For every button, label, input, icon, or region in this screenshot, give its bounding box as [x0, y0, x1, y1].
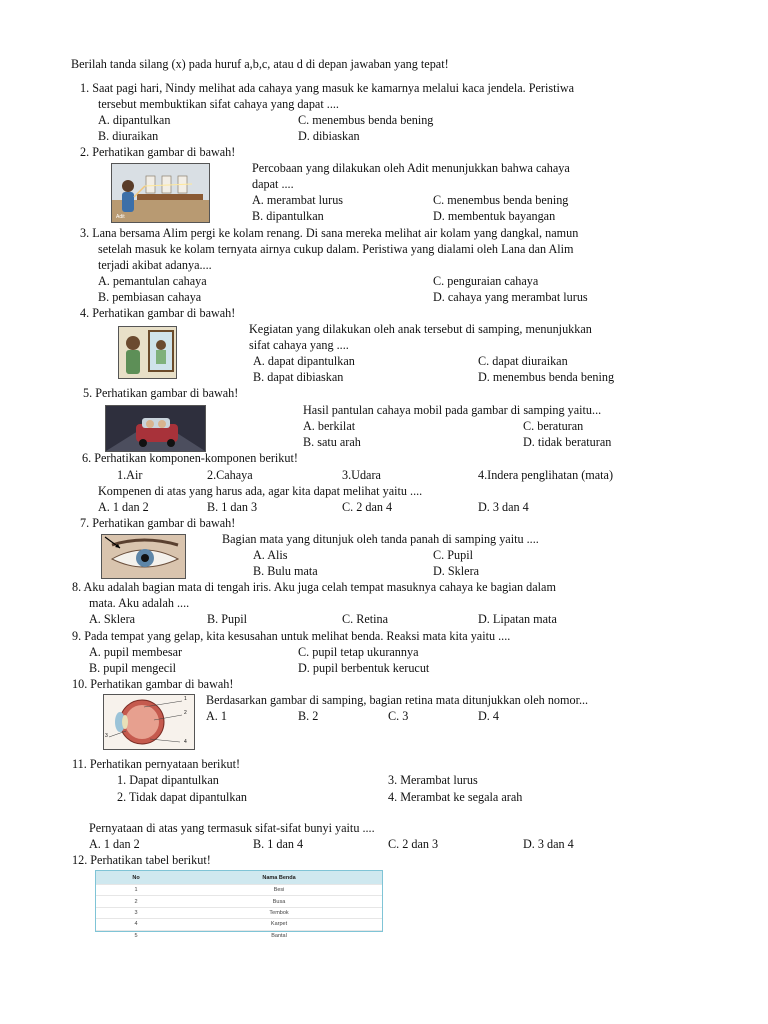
- table-header-nama-benda: Nama Benda: [176, 871, 382, 885]
- q6-option-d[interactable]: D. 3 dan 4: [478, 500, 529, 514]
- q9-text-line1: 9. Pada tempat yang gelap, kita kesusahan untuk melihat benda. Reaksi mata kita yaitu ....: [72, 629, 511, 643]
- q10-option-c[interactable]: C. 3: [388, 709, 409, 723]
- q11-statement-4: 4. Merambat ke segala arah: [388, 790, 523, 804]
- q10-figure-number-2: 2: [184, 710, 187, 716]
- q2-figure-label: Adit: [116, 214, 125, 220]
- q3-text-line1: 3. Lana bersama Alim pergi ke kolam renang. Di sana mereka melihat air kolam yang dangkal, namun: [80, 226, 579, 240]
- q7-text-line1: Bagian mata yang ditunjuk oleh tanda panah di samping yaitu ....: [222, 532, 539, 546]
- q5-option-a[interactable]: A. berkilat: [303, 419, 356, 433]
- q6-item-3: 3.Udara: [342, 468, 381, 482]
- q6-item-4: 4.Indera penglihatan (mata): [478, 468, 614, 482]
- q3-text-line3: terjadi akibat adanya....: [98, 258, 212, 272]
- q4-option-d[interactable]: D. menembus benda bening: [478, 370, 615, 384]
- q10-option-a[interactable]: A. 1: [206, 709, 227, 723]
- q8-option-d[interactable]: D. Lipatan mata: [478, 612, 557, 626]
- table-cell-name: Busa: [176, 896, 382, 907]
- q4-text-line2: sifat cahaya yang ....: [249, 338, 349, 352]
- q7-option-b[interactable]: B. Bulu mata: [253, 564, 318, 578]
- q1-text-line2: tersebut membuktikan sifat cahaya yang dapat ....: [98, 97, 339, 111]
- table-cell-no: 4: [96, 919, 176, 930]
- table-row: [96, 930, 382, 941]
- q1-option-d[interactable]: D. dibiaskan: [298, 129, 360, 143]
- q3-option-a[interactable]: A. pemantulan cahaya: [98, 274, 207, 288]
- q11-statement-1: 1. Dapat dipantulkan: [117, 773, 219, 787]
- q7-option-d[interactable]: D. Sklera: [433, 564, 480, 578]
- q2-option-d[interactable]: D. membentuk bayangan: [433, 209, 556, 223]
- q11-option-b[interactable]: B. 1 dan 4: [253, 837, 304, 851]
- q11-option-d[interactable]: D. 3 dan 4: [523, 837, 574, 851]
- q8-text-line2: mata. Aku adalah ....: [89, 596, 190, 610]
- q11-text-line2: Pernyataan di atas yang termasuk sifat-sifat bunyi yaitu ....: [89, 821, 375, 835]
- table-cell-name: Bantal: [176, 930, 382, 941]
- instruction: Berilah tanda silang (x) pada huruf a,b,c, atau d di depan jawaban yang tepat!: [71, 57, 449, 71]
- q12-table: [95, 870, 383, 939]
- table-cell-name: Tembok: [176, 907, 382, 918]
- table-cell-no: 5: [96, 930, 176, 941]
- q2-option-a[interactable]: A. merambat lurus: [252, 193, 344, 207]
- q10-option-b[interactable]: B. 2: [298, 709, 319, 723]
- q6-heading: 6. Perhatikan komponen-komponen berikut!: [82, 451, 298, 465]
- q10-option-d[interactable]: D. 4: [478, 709, 499, 723]
- q10-figure-number-4: 4: [184, 739, 187, 745]
- q6-item-1: 1.Air: [117, 468, 143, 482]
- q3-option-d[interactable]: D. cahaya yang merambat lurus: [433, 290, 588, 304]
- q1-option-c[interactable]: C. menembus benda bening: [298, 113, 434, 127]
- q9-option-a[interactable]: A. pupil membesar: [89, 645, 183, 659]
- table-row: [96, 919, 382, 930]
- q4-heading: 4. Perhatikan gambar di bawah!: [80, 306, 236, 320]
- q4-option-a[interactable]: A. dapat dipantulkan: [253, 354, 355, 368]
- q8-text-line1: 8. Aku adalah bagian mata di tengah iris. Aku juga celah tempat masuknya cahaya ke bagian dalam: [72, 580, 556, 594]
- table-cell-no: 2: [96, 896, 176, 907]
- q7-heading: 7. Perhatikan gambar di bawah!: [80, 516, 236, 530]
- q2-figure-light-experiment: [111, 163, 210, 223]
- q4-option-c[interactable]: C. dapat diuraikan: [478, 354, 568, 368]
- q10-figure-number-1: 1: [184, 696, 187, 702]
- table-cell-name: Karpet: [176, 919, 382, 930]
- q8-option-b[interactable]: B. Pupil: [207, 612, 247, 626]
- q7-option-c[interactable]: C. Pupil: [433, 548, 473, 562]
- q4-figure-mirror: [118, 326, 177, 379]
- q1-option-a[interactable]: A. dipantulkan: [98, 113, 171, 127]
- q4-text-line1: Kegiatan yang dilakukan oleh anak tersebut di samping, menunjukkan: [249, 322, 592, 336]
- q6-option-b[interactable]: B. 1 dan 3: [207, 500, 258, 514]
- q11-heading: 11. Perhatikan pernyataan berikut!: [72, 757, 241, 771]
- q5-heading: 5. Perhatikan gambar di bawah!: [83, 386, 239, 400]
- q5-option-d[interactable]: D. tidak beraturan: [523, 435, 612, 449]
- q6-option-a[interactable]: A. 1 dan 2: [98, 500, 149, 514]
- table-cell-no: 3: [96, 907, 176, 918]
- table-cell-name: Besi: [176, 885, 382, 896]
- q2-option-b[interactable]: B. dipantulkan: [252, 209, 324, 223]
- q10-figure-number-3: 3: [105, 733, 108, 739]
- q2-heading: 2. Perhatikan gambar di bawah!: [80, 145, 236, 159]
- q2-text-line1: Percobaan yang dilakukan oleh Adit menunjukkan bahwa cahaya: [252, 161, 570, 175]
- q9-option-c[interactable]: C. pupil tetap ukurannya: [298, 645, 419, 659]
- q2-option-c[interactable]: C. menembus benda bening: [433, 193, 569, 207]
- q5-text-line1: Hasil pantulan cahaya mobil pada gambar di samping yaitu...: [303, 403, 602, 417]
- table-row: [96, 896, 382, 907]
- q9-option-d[interactable]: D. pupil berbentuk kerucut: [298, 661, 430, 675]
- q3-text-line2: setelah masuk ke kolam ternyata airnya cukup dalam. Peristiwa yang dialami oleh Lana dan Alim: [98, 242, 574, 256]
- q11-statement-3: 3. Merambat lurus: [388, 773, 478, 787]
- q1-text-line1: 1. Saat pagi hari, Nindy melihat ada cahaya yang masuk ke kamarnya melalui kaca jendela. Peristiwa: [80, 81, 575, 95]
- q6-item-2: 2.Cahaya: [207, 468, 253, 482]
- table-cell-no: 1: [96, 885, 176, 896]
- q6-text-line2: Kompenen di atas yang harus ada, agar kita dapat melihat yaitu ....: [98, 484, 423, 498]
- q3-option-b[interactable]: B. pembiasan cahaya: [98, 290, 202, 304]
- q8-option-c[interactable]: C. Retina: [342, 612, 389, 626]
- table-row: [96, 885, 382, 896]
- q8-option-a[interactable]: A. Sklera: [89, 612, 136, 626]
- q6-option-c[interactable]: C. 2 dan 4: [342, 500, 393, 514]
- q5-option-c[interactable]: C. beraturan: [523, 419, 584, 433]
- table-row: [96, 907, 382, 918]
- q10-heading: 10. Perhatikan gambar di bawah!: [72, 677, 234, 691]
- q5-figure-car: [105, 405, 206, 452]
- q4-option-b[interactable]: B. dapat dibiaskan: [253, 370, 344, 384]
- q10-figure-eye-cross-section: [103, 694, 195, 750]
- q7-option-a[interactable]: A. Alis: [253, 548, 288, 562]
- q3-option-c[interactable]: C. penguraian cahaya: [433, 274, 539, 288]
- q12-heading: 12. Perhatikan tabel berikut!: [72, 853, 211, 867]
- table-header-no: No: [96, 871, 176, 885]
- q1-option-b[interactable]: B. diuraikan: [98, 129, 159, 143]
- q11-statement-2: 2. Tidak dapat dipantulkan: [117, 790, 247, 804]
- q7-figure-eye: [101, 534, 186, 579]
- q10-text-line1: Berdasarkan gambar di samping, bagian retina mata ditunjukkan oleh nomor...: [206, 693, 589, 707]
- q11-option-a[interactable]: A. 1 dan 2: [89, 837, 140, 851]
- q9-option-b[interactable]: B. pupil mengecil: [89, 661, 176, 675]
- q5-option-b[interactable]: B. satu arah: [303, 435, 361, 449]
- q2-text-line2: dapat ....: [252, 177, 294, 191]
- q11-option-c[interactable]: C. 2 dan 3: [388, 837, 439, 851]
